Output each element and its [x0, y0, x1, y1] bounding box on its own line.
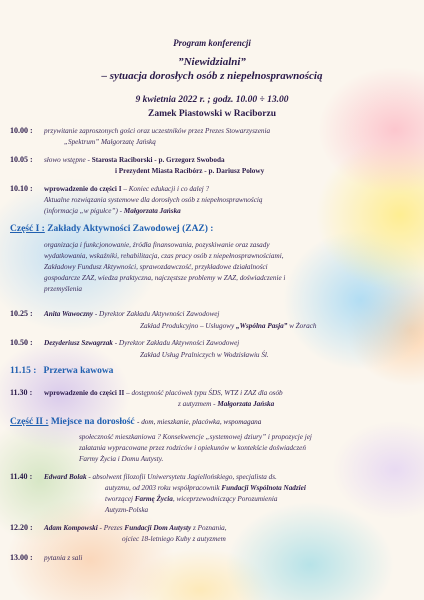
item-1000-line2: „Spektrum” Małgorzatę Jańską	[64, 138, 156, 146]
item-1130-line2: z autyzmem - Małgorzata Jańska	[178, 400, 275, 408]
part-1-line5: przemyślenia	[44, 285, 82, 293]
item-1140-line4: Autyzm-Polska	[105, 506, 149, 514]
item-1130-line1: wprowadzenie do części II – dostępność placówek typu ŚDS, WTZ i ZAZ dla osób	[44, 389, 283, 397]
time-1140: 11.40 :	[10, 472, 33, 481]
item-1010-line3: (informacja „w pigułce”) - Małgorzata Jańska	[44, 207, 181, 215]
part-2-line4: Farmy Życia i Domu Autysty.	[79, 455, 164, 463]
conference-title: ”Niewidzialni”	[178, 56, 246, 68]
item-1050-line2: Zakład Usług Pralniczych w Wodzisławiu Śl.	[140, 351, 269, 359]
item-1005-line2: i Prezydent Miasta Racibórz - p. Dariusz Polowy	[115, 167, 265, 175]
item-1300-line1: pytania z sali	[44, 554, 83, 562]
item-1140-line3: tworzącej Farmę Życia, wiceprzewodniczący Porozumienia	[105, 495, 278, 503]
time-1130: 11.30 :	[10, 388, 33, 397]
conference-subtitle: – sytuacja dorosłych osób z niepełnosprawnością	[101, 70, 323, 82]
part-2-line2: społeczność mieszkaniowa ? Konsekwencje „systemowej dziury” i propozycje jej	[79, 433, 312, 441]
time-1050: 10.50 :	[10, 338, 33, 347]
time-1010: 10.10 :	[10, 184, 33, 193]
item-1140-line1: Edward Bolak - absolwent filozofii Uniwersytetu Jagiellońskiego, specjalista ds.	[44, 473, 277, 481]
conference-date: 9 kwietnia 2022 r. ; godz. 10.00 ÷ 13.00	[135, 95, 289, 105]
item-1005-line1: słowo wstępne - Starosta Raciborski - p. Grzegorz Swoboda	[44, 156, 225, 164]
time-1220: 12.20 :	[10, 523, 33, 532]
item-1220-line1: Adam Kompowski - Prezes Fundacji Dom Autysty z Poznania,	[44, 524, 227, 532]
part-1-line1: organizacja i funkcjonowanie, źródła finansowania, pozyskiwanie oraz zasady	[44, 241, 270, 249]
item-1025-line1: Anita Wawoczny - Dyrektor Zakładu Aktywności Zawodowej	[44, 310, 220, 318]
part-1-line2: wydatkowania, wskaźniki, rehabilitacja, czas pracy osób z niepełnosprawnościami,	[44, 252, 284, 260]
conference-venue: Zamek Piastowski w Raciborzu	[148, 109, 276, 119]
part-2-heading: Część II : Miejsce na dorosłość - dom, mieszkanie, placówka, wspomagana	[10, 417, 262, 427]
item-1010-line2: Aktualne rozwiązania systemowe dla dorosłych osób z niepełnosprawnością	[44, 196, 263, 204]
time-1000: 10.00 :	[10, 126, 33, 135]
part-2-line3: załatania wypracowane przez rodziców i opiekunów w kontekście doświadczeń	[79, 444, 306, 452]
program-label: Program konferencji	[173, 38, 251, 48]
item-1000-line1: przywitanie zaproszonych gości oraz uczestników przez Prezes Stowarzyszenia	[44, 127, 271, 135]
part-1-heading: Część I : Zakłady Aktywności Zawodowej (ZAZ) :	[10, 224, 214, 234]
item-1050-line1: Dezyderiusz Szwagrzak - Dyrektor Zakładu Aktywności Zawodowej	[44, 339, 240, 347]
time-1300: 13.00 :	[10, 553, 33, 562]
part-1-line3: Zakładowy Fundusz Aktywności, sprawozdawczość, przykładowe działalności	[44, 263, 268, 271]
time-1025: 10.25 :	[10, 309, 33, 318]
item-1220-line2: ojciec 18-letniego Kuby z autyzmem	[122, 535, 226, 543]
time-1005: 10.05 :	[10, 155, 33, 164]
item-1010-line1: wprowadzenie do części I – Koniec edukacji i co dalej ?	[44, 185, 210, 193]
item-1140-line2: autyzmu, od 2003 roku współpracownik Fundacji Wspólnota Nadziei	[105, 484, 306, 492]
item-1025-line2: Zakład Produkcyjno – Usługowy „Wspólna Pasja” w Żorach	[140, 322, 317, 330]
part-1-line4: gospodarcze ZAZ, wiedza praktyczna, najczęstsze problemy w ZAZ, doświadczenie i	[44, 274, 286, 282]
coffee-break: 11.15 : Przerwa kawowa	[10, 366, 114, 376]
